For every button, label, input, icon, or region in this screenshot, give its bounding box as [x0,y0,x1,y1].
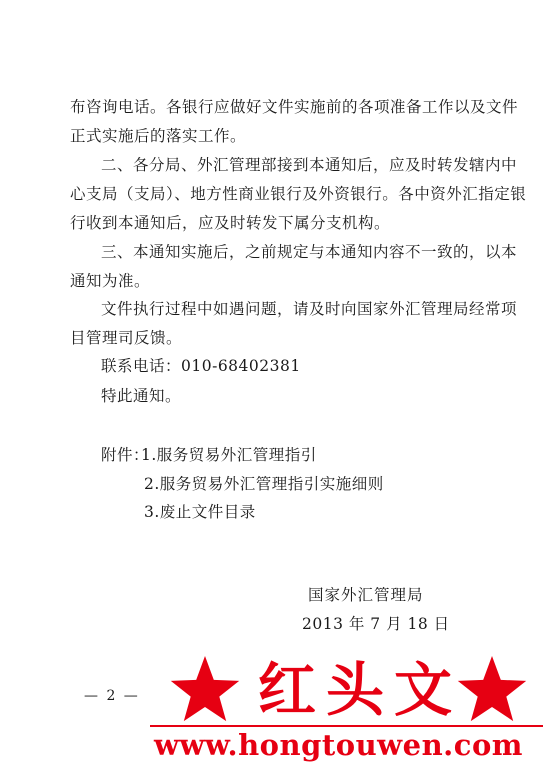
contact-phone: 联系电话：010-68402381 [101,357,301,375]
star-icon [458,656,526,721]
body-line-3: 二、各分局、外汇管理部接到本通知后，应及时转发辖内中 [101,156,518,174]
body-line-8: 文件执行过程中如遇问题，请及时向国家外汇管理局经常项 [101,300,518,318]
attachment-item-2: 2.服务贸易外汇管理指引实施细则 [144,475,384,493]
body-line-7: 通知为准。 [70,272,151,290]
body-line-6: 三、本通知实施后，之前规定与本通知内容不一致的，以本 [101,243,518,261]
issue-date: 2013 年 7 月 18 日 [302,615,450,633]
body-line-1: 布咨询电话。各银行应做好文件实施前的各项准备工作以及文件 [70,98,519,116]
star-icon [171,656,239,721]
closing-line: 特此通知。 [101,387,182,405]
attachments-label: 附件： [101,446,150,464]
watermark-url: www.hongtouwen.com [154,728,523,762]
issuer-name: 国家外汇管理局 [308,586,424,604]
page-number: — 2 — [84,688,140,704]
body-line-2: 正式实施后的落实工作。 [70,127,247,145]
watermark-logo-text: 红头文 [257,656,463,724]
body-line-4: 心支局（支局）、地方性商业银行及外资银行。各中资外汇指定银 [70,185,527,203]
watermark-logo [150,648,543,726]
watermark-divider [150,725,543,727]
body-line-5: 行收到本通知后，应及时转发下属分支机构。 [70,214,391,232]
attachment-item-1: 1.服务贸易外汇管理指引 [141,446,317,464]
watermark [150,648,543,768]
attachment-item-3: 3.废止文件目录 [144,503,256,521]
body-line-9: 目管理司反馈。 [70,329,183,347]
